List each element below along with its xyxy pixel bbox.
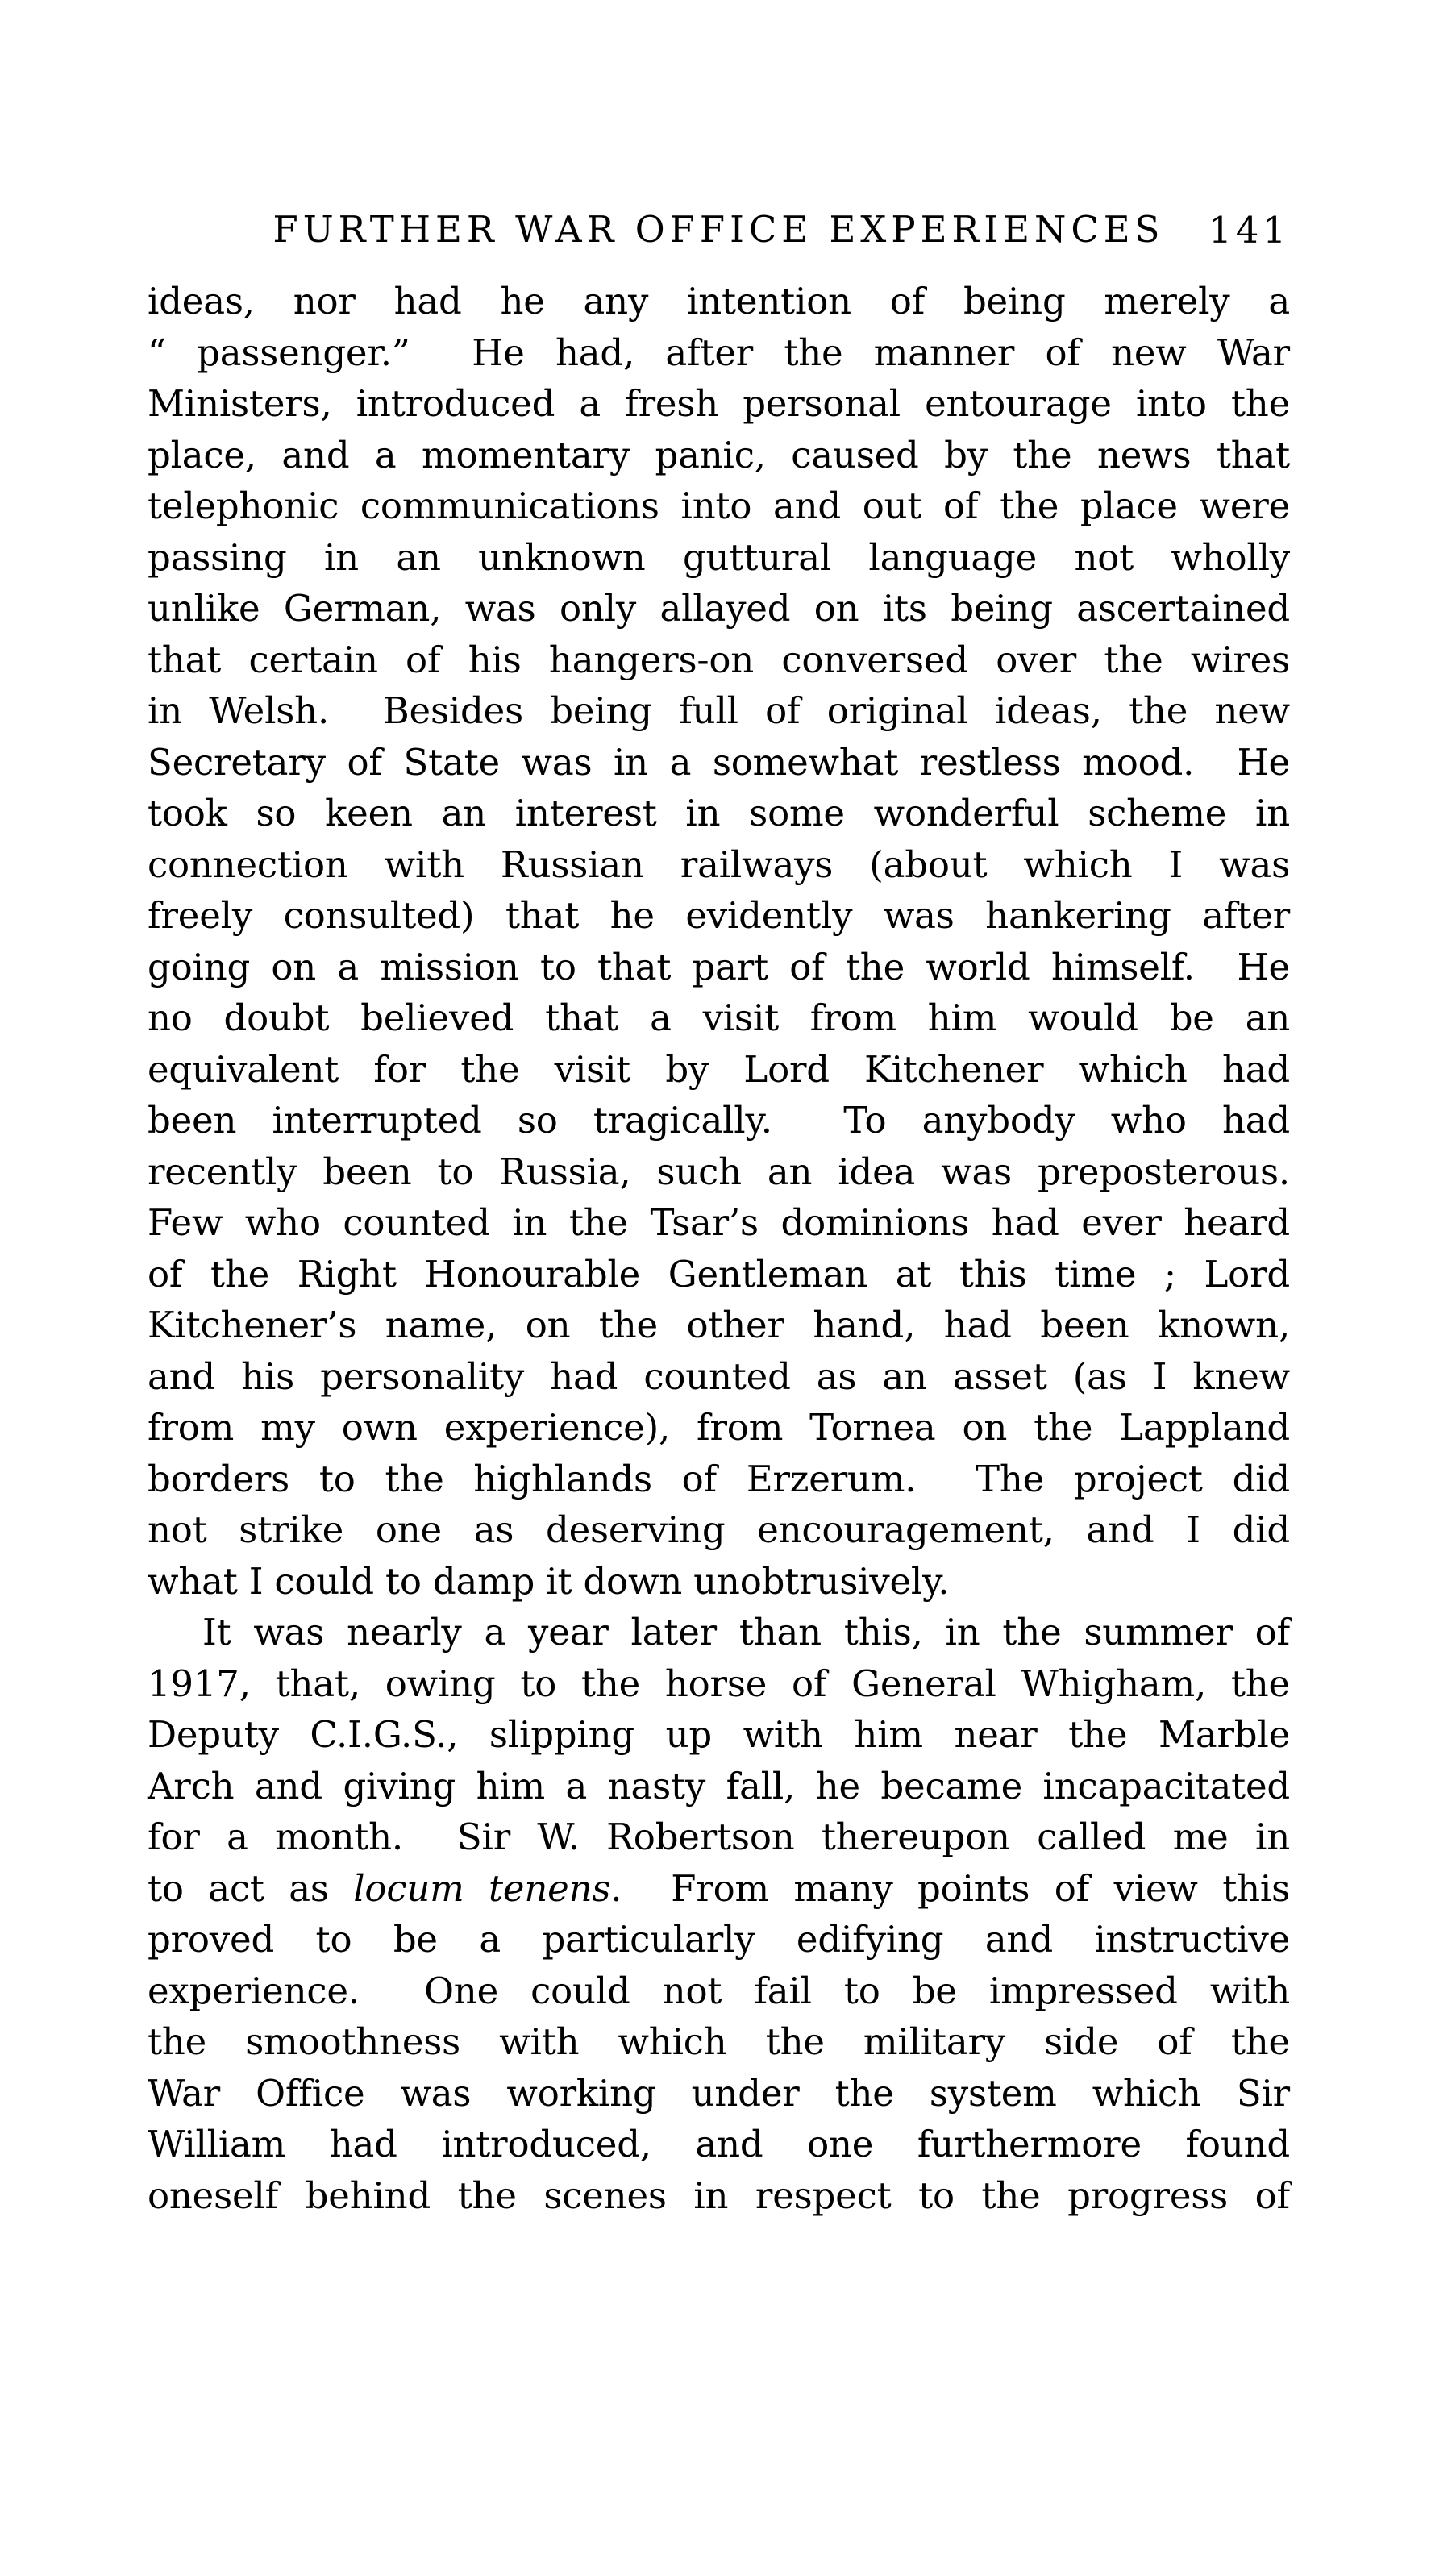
- text-segment: proved to be a particularly edifying and instructive: [148, 1918, 1290, 1961]
- text-line: [148, 890, 1290, 942]
- text-line: [148, 1300, 1290, 1351]
- text-segment: the smoothness with which the military side of the: [148, 2020, 1290, 2063]
- text-segment: going on a mission to that part of the world himself. He: [148, 945, 1290, 988]
- text-line: [148, 1863, 1290, 1915]
- text-segment: Kitchener’s name, on the other hand, had been known,: [148, 1304, 1290, 1346]
- running-header: [148, 208, 1290, 251]
- text-segment: oneself behind the scenes in respect to the progress of: [148, 2173, 1290, 2217]
- text-segment: borders to the highlands of Erzerum. The project did: [148, 1457, 1290, 1500]
- text-line: [148, 1402, 1290, 1454]
- header-title: FURTHER WAR OFFICE EXPERIENCES: [272, 208, 1165, 251]
- text-segment: equivalent for the visit by Lord Kitchener which had: [148, 1047, 1290, 1091]
- text-line: [148, 480, 1290, 532]
- text-segment: “ passenger.” He had, after the manner of new War: [148, 331, 1290, 374]
- text-segment: unlike German, was only allayed on its being ascertained: [148, 587, 1290, 630]
- text-segment: of the Right Honourable Gentleman at this time ; Lord: [148, 1252, 1290, 1296]
- text-line: [148, 788, 1290, 839]
- text-line: [148, 1095, 1290, 1146]
- text-segment: what I could to damp it down unobtrusively.: [148, 1559, 950, 1603]
- text-line: [148, 1607, 1290, 1658]
- text-line: [148, 1044, 1290, 1096]
- text-segment: Few who counted in the Tsar’s dominions had ever heard: [148, 1201, 1290, 1244]
- text-segment: Secretary of State was in a somewhat restless mood. He: [148, 740, 1290, 784]
- text-segment: to act as: [148, 1866, 354, 1910]
- text-segment: . From many points of view this: [610, 1866, 1290, 1910]
- text-line: [148, 1914, 1290, 1965]
- text-line: [148, 1556, 1290, 1608]
- text-line: [148, 583, 1290, 634]
- text-segment: passing in an unknown guttural language not wholly: [148, 535, 1290, 579]
- text-line: [148, 1146, 1290, 1198]
- text-segment: ideas, nor had he any intention of being merely a: [148, 280, 1290, 322]
- text-line: [148, 1761, 1290, 1812]
- text-segment: locum tenens: [353, 1866, 611, 1910]
- text-line: [148, 1812, 1290, 1863]
- text-line: [148, 1504, 1290, 1556]
- text-line: [148, 942, 1290, 993]
- text-line: [148, 327, 1290, 379]
- text-segment: that certain of his hangers-on conversed over the wires: [148, 638, 1290, 681]
- page-number: 141: [1208, 209, 1290, 252]
- text-segment: It was nearly a year later than this, in the summer of: [202, 1611, 1290, 1653]
- text-segment: from my own experience), from Tornea on the Lappland: [148, 1406, 1290, 1449]
- text-segment: and his personality had counted as an asset (as I knew: [148, 1354, 1290, 1398]
- text-line: [148, 685, 1290, 737]
- text-line: [148, 1709, 1290, 1761]
- text-line: [148, 1658, 1290, 1710]
- text-line: [148, 737, 1290, 788]
- text-line: [148, 2016, 1290, 2068]
- text-line: [148, 634, 1290, 686]
- text-line: [148, 1454, 1290, 1505]
- text-segment: War Office was working under the system which Sir: [148, 2071, 1290, 2115]
- text-line: [148, 992, 1290, 1044]
- text-segment: Deputy C.I.G.S., slipping up with him near the Marble: [148, 1713, 1290, 1756]
- text-segment: in Welsh. Besides being full of original ideas, the new: [148, 689, 1290, 732]
- text-segment: Ministers, introduced a fresh personal entourage into the: [148, 382, 1290, 425]
- text-line: [148, 1249, 1290, 1300]
- text-line: [148, 839, 1290, 891]
- text-segment: not strike one as deserving encouragement, and I did: [148, 1508, 1290, 1551]
- text-line: [148, 2068, 1290, 2119]
- text-segment: been interrupted so tragically. To anybody who had: [148, 1099, 1290, 1142]
- text-line: [148, 2119, 1290, 2170]
- text-segment: place, and a momentary panic, caused by the news that: [148, 433, 1290, 476]
- text-line: [148, 1197, 1290, 1249]
- text-segment: recently been to Russia, such an idea was preposterous.: [148, 1150, 1290, 1193]
- text-segment: telephonic communications into and out of the place were: [148, 485, 1290, 527]
- text-line: [148, 2170, 1290, 2222]
- text-line: [148, 532, 1290, 584]
- text-segment: no doubt believed that a visit from him would be an: [148, 996, 1290, 1039]
- text-line: [148, 1965, 1290, 2017]
- text-segment: Arch and giving him a nasty fall, he became incapacitated: [148, 1764, 1290, 1807]
- text-line: [148, 1351, 1290, 1403]
- text-segment: connection with Russian railways (about which I was: [148, 842, 1290, 886]
- text-segment: William had introduced, and one furthermore found: [148, 2123, 1290, 2165]
- text-line: [148, 276, 1290, 327]
- text-line: [148, 378, 1290, 430]
- text-segment: took so keen an interest in some wonderful scheme in: [148, 792, 1290, 834]
- text-segment: freely consulted) that he evidently was hankering after: [148, 894, 1290, 937]
- text-line: [148, 430, 1290, 481]
- text-segment: for a month. Sir W. Robertson thereupon called me in: [148, 1816, 1290, 1858]
- text-segment: 1917, that, owing to the horse of General Whigham, the: [148, 1662, 1290, 1705]
- text-segment: experience. One could not fail to be impressed with: [148, 1969, 1290, 2012]
- text-block: [148, 276, 1290, 2221]
